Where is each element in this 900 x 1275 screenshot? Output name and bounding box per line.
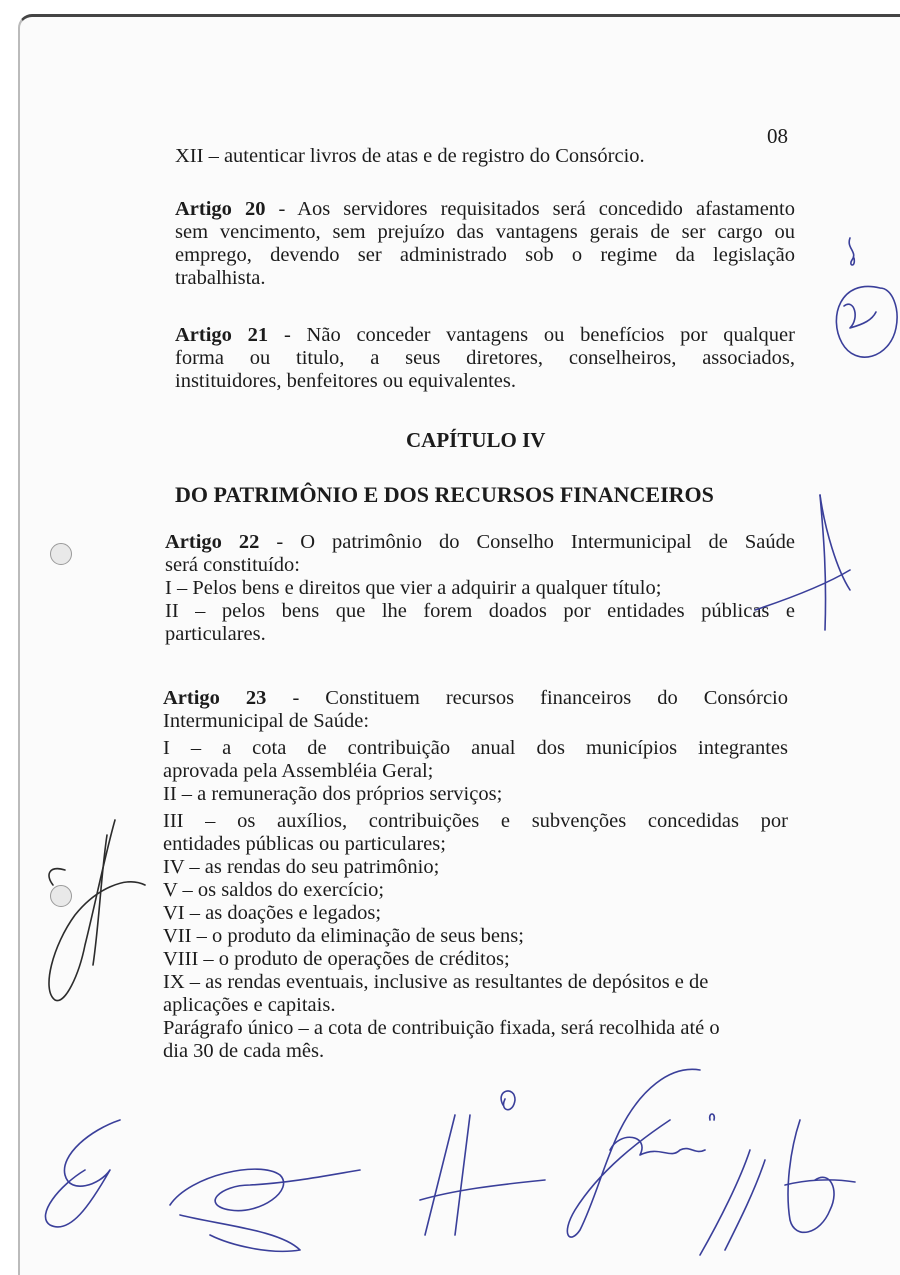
paragrafo-unico-line-2: dia 30 de cada mês. xyxy=(163,1040,325,1062)
rubric-signature-right-middle xyxy=(745,490,855,640)
page-number: 08 xyxy=(767,124,788,148)
artigo-20-line-1: Artigo 20 - Aos servidores requisitados será concedido afastamento xyxy=(175,198,796,220)
artigo-21 xyxy=(175,324,795,393)
artigo-23-item-i-line-1: I – a cota de contribuição anual dos municípios integrantes xyxy=(163,737,788,759)
artigo-22-item-ii-line-2: particulares. xyxy=(165,623,266,645)
artigo-20-line-3: emprego, devendo ser administrado sob o regime da legislação xyxy=(175,244,795,266)
artigo-23-item-vi: VI – as doações e legados; xyxy=(163,902,382,924)
artigo-20 xyxy=(175,198,795,290)
item-xii: XII – autenticar livros de atas e de registro do Consórcio. xyxy=(175,145,645,167)
artigo-21-label: Artigo 21 xyxy=(175,324,269,346)
artigo-20-line-2: sem vencimento, sem prejuízo das vantagens gerais de ser cargo ou xyxy=(175,221,795,243)
artigo-22-line-2: será constituído: xyxy=(165,554,300,576)
artigo-22-line-1: Artigo 22 - O patrimônio do Conselho Intermunicipal de Saúde xyxy=(165,531,795,553)
chapter-number: CAPÍTULO IV xyxy=(406,428,546,452)
chapter-title: DO PATRIMÔNIO E DOS RECURSOS FINANCEIROS xyxy=(175,482,714,507)
artigo-23-line-1: Artigo 23 - Constituem recursos financeiros do Consórcio xyxy=(163,687,788,709)
artigo-23-item-ix-line-1: IX – as rendas eventuais, inclusive as resultantes de depósitos e de xyxy=(163,971,709,993)
artigo-23-item-ix-line-2: aplicações e capitais. xyxy=(163,994,336,1016)
punch-hole xyxy=(50,543,72,565)
signature-bottom-4 xyxy=(690,1110,860,1260)
artigo-23-item-viii: VIII – o produto de operações de créditos; xyxy=(163,948,510,970)
artigo-23-label: Artigo 23 xyxy=(163,687,267,709)
artigo-21-line-1: Artigo 21 - Não conceder vantagens ou benefícios por qualquer xyxy=(175,324,795,346)
artigo-23-line-2: Intermunicipal de Saúde: xyxy=(163,710,370,732)
artigo-22 xyxy=(165,531,795,646)
artigo-23-item-iii-line-1: III – os auxílios, contribuições e subvenções concedidas por xyxy=(163,810,788,832)
artigo-22-item-i: I – Pelos bens e direitos que vier a adquirir a qualquer título; xyxy=(165,577,662,599)
paragrafo-unico-line-1: Parágrafo único – a cota de contribuição fixada, será recolhida até o xyxy=(163,1017,720,1039)
artigo-21-line-2: forma ou titulo, a seus diretores, conselheiros, associados, xyxy=(175,347,795,369)
artigo-20-line-4: trabalhista. xyxy=(175,267,266,289)
artigo-22-label: Artigo 22 xyxy=(165,531,260,553)
artigo-23 xyxy=(163,687,788,1063)
artigo-23-item-i-line-2: aprovada pela Assembléia Geral; xyxy=(163,760,434,782)
artigo-20-label: Artigo 20 xyxy=(175,198,266,220)
rubric-signature-right-top xyxy=(820,228,900,378)
artigo-23-item-vii: VII – o produto da eliminação de seus bens; xyxy=(163,925,524,947)
artigo-23-item-ii: II – a remuneração dos próprios serviços; xyxy=(163,783,503,805)
artigo-22-item-ii-line-1: II – pelos bens que lhe forem doados por entidades públicas e xyxy=(165,600,795,622)
artigo-23-item-v: V – os saldos do exercício; xyxy=(163,879,385,901)
artigo-23-item-iii-line-2: entidades públicas ou particulares; xyxy=(163,833,446,855)
signature-bottom-2 xyxy=(415,1085,555,1265)
artigo-21-line-3: instituidores, benfeitores ou equivalentes. xyxy=(175,370,517,392)
rubric-signature-left xyxy=(35,815,165,1015)
signature-bottom-1 xyxy=(30,1115,360,1265)
artigo-23-item-iv: IV – as rendas do seu patrimônio; xyxy=(163,856,440,878)
